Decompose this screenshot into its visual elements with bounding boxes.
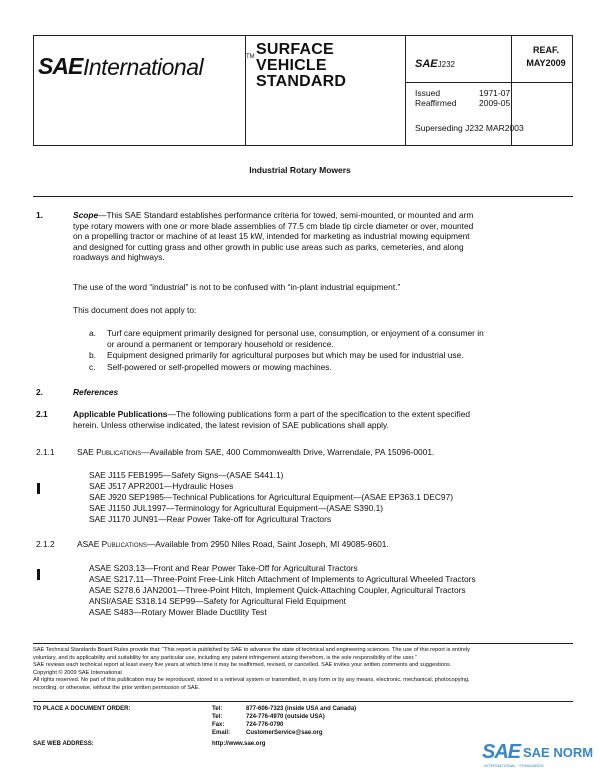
list-marker: b. bbox=[89, 350, 96, 360]
scope-paragraph: The use of the word “industrial” is not to be confused with “in-plant industrial equipment.” bbox=[73, 282, 401, 292]
divider bbox=[405, 82, 573, 83]
applicable-publications-line: Applicable Publications—The following publications form a part of the specification to the extent specified bbox=[73, 409, 471, 419]
footer-rule bbox=[33, 643, 573, 644]
change-bar bbox=[37, 569, 40, 580]
reference-item: ASAE S278.6 JAN2001—Three-Point Hitch, Implement Quick-Attaching Coupler, Agricultural Tractors bbox=[89, 585, 466, 595]
reference-item: SAE J920 SEP1985—Technical Publications for Agricultural Equipment—(ASAE EP363.1 DEC97) bbox=[89, 492, 454, 502]
reference-item: ASAE S203.13—Front and Rear Power Take-Off for Agricultural Tractors bbox=[89, 563, 358, 573]
document-number: SAEJ232 bbox=[415, 58, 455, 70]
sae-international-logo bbox=[38, 53, 255, 81]
logo-tm: TM bbox=[246, 54, 255, 60]
references-heading: References bbox=[73, 387, 119, 397]
scope-line: type rotary mowers with one or more blade assemblies of 77.5 cm blade tip circle diameter or over, mounted bbox=[73, 220, 474, 231]
reference-item: SAE J1170 JUN91—Rear Power Take-off for Agricultural Tractors bbox=[89, 514, 332, 524]
issued-row: Issued 1971-07 bbox=[415, 88, 511, 98]
reaffirmed-row: Reaffirmed 2009-05 bbox=[415, 98, 511, 108]
superseding: Superseding J232 MAR2003 bbox=[415, 123, 524, 133]
order-label: TO PLACE A DOCUMENT ORDER: bbox=[33, 706, 131, 712]
list-item: Self-powered or self-propelled mowers or mowing machines. bbox=[107, 362, 332, 372]
reference-item: ANSI/ASAE S318.14 SEP99—Safety for Agricultural Field Equipment bbox=[89, 596, 346, 606]
document-title: Industrial Rotary Mowers bbox=[249, 165, 351, 175]
reference-item: ASAE S483—Rotary Mower Blade Ductility Test bbox=[89, 607, 267, 617]
reaffirmation-label: REAF. MAY2009 bbox=[526, 45, 566, 68]
title-rule bbox=[33, 196, 573, 197]
scope-line: and designed for cutting grass and other growth in public use areas such as parks, cemeteries, and along bbox=[73, 241, 464, 252]
standard-type: SURFACE VEHICLE STANDARD bbox=[256, 41, 347, 90]
scope-line: on a propelling tractor or machine of at least 15 kW, intended for marketing as industrial mowing equipment bbox=[73, 231, 470, 242]
web-link[interactable]: http://www.sae.org bbox=[212, 741, 266, 747]
scope-heading: Scope bbox=[73, 210, 99, 220]
scope-line: Scope—This SAE Standard establishes performance criteria for towed, semi-mounted, or mounted and arm bbox=[73, 210, 474, 220]
section-number: 2.1.1 bbox=[36, 447, 55, 457]
section-number: 1. bbox=[36, 210, 43, 220]
phone-outside: 724-776-4970 (outside USA) bbox=[246, 714, 325, 720]
list-item: Turf care equipment primarily designed for personal use, consumption, or enjoyment of a consumer in bbox=[107, 328, 484, 338]
section-number: 2. bbox=[36, 387, 43, 397]
header-box bbox=[33, 35, 573, 146]
section-number: 2.1.2 bbox=[36, 539, 55, 549]
change-bar bbox=[37, 483, 40, 494]
list-marker: a. bbox=[89, 328, 96, 338]
divider bbox=[405, 36, 406, 145]
sae-norm-stamp: SAE SAE NORM INTERNATIONAL · STANDARDS bbox=[482, 741, 594, 768]
applicable-publications-line: herein. Unless otherwise indicated, the latest revision of SAE publications shall apply. bbox=[73, 419, 389, 430]
footer-rule bbox=[33, 701, 573, 702]
list-marker: c. bbox=[89, 362, 96, 372]
section-number: 2.1 bbox=[36, 409, 48, 419]
list-item: Equipment designed primarily for agricultural purposes but which may be used for industrial use. bbox=[107, 350, 464, 360]
list-item: or around a permanent or temporary household or residence. bbox=[107, 338, 334, 349]
scope-paragraph: This document does not apply to: bbox=[73, 305, 197, 315]
scope-line: roadways and highways. bbox=[73, 252, 165, 263]
reference-item: ASAE S217.11—Three-Point Free-Link Hitch Attachment of Implements to Agricultural Wheeled Tractors bbox=[89, 574, 476, 584]
asae-publications-line: ASAE Publications—Available from 2950 Niles Road, Saint Joseph, MI 49085-9601. bbox=[77, 539, 389, 549]
fax: 724-776-0790 bbox=[246, 722, 284, 728]
logo-sae: SAE bbox=[38, 53, 83, 79]
reference-item: SAE J115 FEB1995—Safety Signs—(ASAE S441.1) bbox=[89, 470, 284, 480]
reference-item: SAE J517 APR2001—Hydraulic Hoses bbox=[89, 481, 234, 491]
email-link[interactable]: CustomerService@sae.org bbox=[246, 730, 323, 736]
phone-inside: 877-606-7323 (inside USA and Canada) bbox=[246, 706, 357, 712]
footer-notes: SAE Technical Standards Board Rules provide that: “This report is published by SAE to advance the state of technical and engineering sciences. The use of this report is entirely voluntary, and its applicability and suitability for any particular use, including any patent infringement arising therefrom, is the sole responsibility of the user.” SAE reviews each technical report at least every five years at which time it may be reaffirmed, revised, or cancelled. SAE invites your written comments and suggestions. Copyright © 2009 SAE International All rights reserved. No part of this publication may be reproduced, stored in a retrieval system or transmitted, in any form or by any means, electronic, mechanical, photocopying, recording, or otherwise, without the prior written permission of SAE. bbox=[33, 647, 470, 691]
reference-item: SAE J1150 JUL1997—Terminology for Agricultural Equipment—(ASAE S390.1) bbox=[89, 503, 384, 513]
logo-international: International bbox=[83, 54, 204, 80]
web-label: SAE WEB ADDRESS: bbox=[33, 741, 94, 747]
sae-publications-line: SAE Publications—Available from SAE, 400 Commonwealth Drive, Warrendale, PA 15096-0001. bbox=[77, 447, 435, 457]
